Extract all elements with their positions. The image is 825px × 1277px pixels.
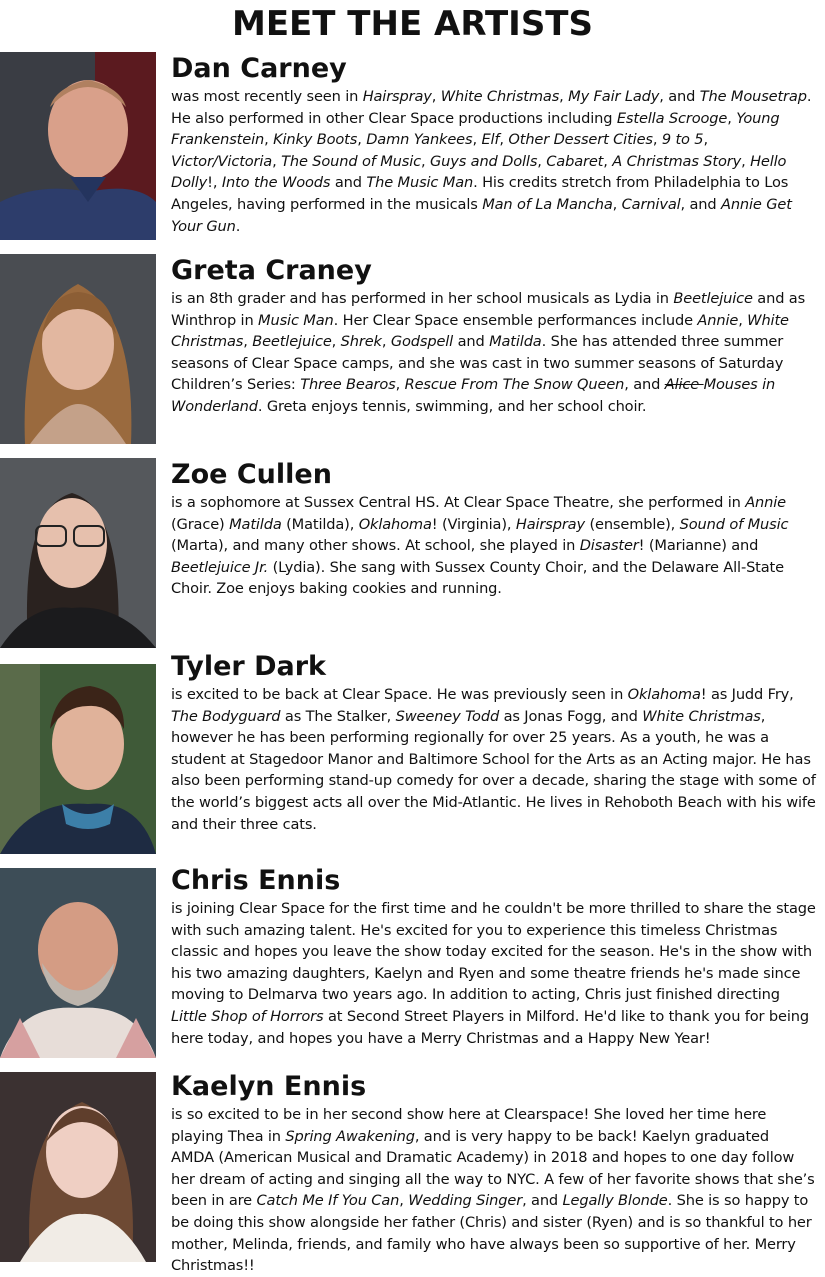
artist-photo bbox=[0, 458, 156, 648]
show-title: Man of La Mancha bbox=[482, 195, 613, 213]
bio-text: , bbox=[399, 1192, 409, 1210]
artist-bio bbox=[171, 492, 816, 600]
bio-text: , bbox=[499, 131, 509, 149]
bio-text: , bbox=[395, 376, 405, 394]
show-title: The Mousetrap bbox=[699, 88, 807, 105]
show-title: Legally Blonde bbox=[562, 1192, 668, 1210]
bio-text: !, bbox=[207, 174, 222, 192]
artist-bio bbox=[171, 898, 816, 1049]
artist-entry-chris-ennis bbox=[0, 864, 825, 1069]
show-title: Matilda bbox=[489, 333, 542, 351]
show-title: Into the Woods bbox=[221, 174, 331, 192]
bio-text: , bbox=[603, 152, 613, 170]
bio-text: . Greta enjoys tennis, swimming, and her school choir. bbox=[257, 397, 647, 415]
show-title: Carnival bbox=[621, 195, 681, 213]
bio-text: . She is so happy to be doing this show alongside her father (Chris) and sister (Ryen) and is so thankful to her mother, Melinda, friends, and family who have always been so supportive of her. Merry Christmas!! bbox=[171, 1192, 812, 1275]
show-title: Catch Me If You Can bbox=[256, 1192, 400, 1210]
bio-text: , bbox=[272, 152, 282, 170]
bio-text: as The Stalker, bbox=[280, 707, 396, 725]
bio-text: , and bbox=[680, 195, 721, 213]
show-title: Little Shop of Horrors bbox=[171, 1007, 324, 1025]
bio-text: (Grace) bbox=[171, 515, 230, 533]
show-title: Oklahoma bbox=[627, 686, 701, 703]
bio-text: ! (Marianne) and bbox=[638, 537, 759, 555]
bio-text: and bbox=[453, 333, 490, 351]
bio-text: , bbox=[357, 131, 367, 149]
show-title: Spring Awakening bbox=[285, 1127, 415, 1145]
page-title: MEET THE ARTISTS bbox=[231, 4, 593, 44]
artist-text bbox=[171, 650, 816, 835]
artist-photo bbox=[0, 868, 156, 1058]
bio-text: (Marta), and many other shows. At school, she played in bbox=[171, 537, 580, 555]
show-title: The Sound of Music bbox=[281, 152, 421, 170]
bio-text: , bbox=[537, 152, 547, 170]
bio-text: . bbox=[235, 217, 241, 235]
bio-text: at Second Street Players in Milford. He'd like to thank you for being here today, and hopes you have a Merry Christmas and a Happy New Year! bbox=[171, 1007, 809, 1047]
artist-entry-zoe-cullen bbox=[0, 458, 825, 648]
show-title: Damn Yankees bbox=[366, 131, 473, 149]
artist-name: Dan Carney bbox=[171, 53, 347, 84]
bio-text: is an 8th grader and has performed in her school musicals as Lydia in bbox=[171, 290, 674, 307]
show-title: Wedding Singer bbox=[408, 1192, 523, 1210]
show-title: A Christmas Story bbox=[612, 152, 742, 170]
bio-text: , bbox=[741, 152, 751, 170]
show-title: Elf bbox=[481, 131, 500, 149]
artist-text bbox=[171, 52, 816, 237]
show-title: Hairspray bbox=[362, 88, 432, 105]
bio-text: , bbox=[727, 109, 737, 127]
artist-name: Zoe Cullen bbox=[171, 459, 332, 490]
show-title: Oklahoma bbox=[358, 515, 432, 533]
show-title: The Music Man bbox=[366, 174, 474, 192]
show-title: Shrek bbox=[340, 333, 382, 351]
artist-entry-dan-carney bbox=[0, 52, 825, 242]
bio-text: is a sophomore at Sussex Central HS. At Clear Space Theatre, she performed in bbox=[171, 494, 746, 511]
show-title: Annie bbox=[697, 311, 739, 329]
artist-bio bbox=[171, 1104, 816, 1277]
show-title: Sweeney Todd bbox=[395, 707, 500, 725]
show-title: White Christmas bbox=[171, 311, 789, 351]
bio-text: , bbox=[264, 131, 274, 149]
artist-photo bbox=[0, 52, 156, 240]
show-title: Annie bbox=[745, 494, 786, 511]
show-title: Estella Scrooge bbox=[616, 109, 728, 127]
show-title: White Christmas bbox=[642, 707, 761, 725]
bio-text: , bbox=[381, 333, 391, 351]
show-title: Guys and Dolls bbox=[429, 152, 538, 170]
show-title: Other Dessert Cities bbox=[508, 131, 653, 149]
artist-bio bbox=[171, 86, 816, 237]
bio-text: , bbox=[472, 131, 482, 149]
artist-text bbox=[171, 1070, 816, 1277]
bio-text: and bbox=[330, 174, 367, 192]
artist-entry-tyler-dark bbox=[0, 650, 825, 855]
bio-text: (Lydia). She sang with Sussex County Choir, and the Delaware All-State Choir. Zoe enjoys baking cookies and running. bbox=[171, 558, 784, 598]
artist-bio bbox=[171, 684, 816, 835]
artist-text bbox=[171, 458, 816, 600]
bio-text: , however he has been performing regionally for over 25 years. As a youth, he was a student at Stagedoor Manor and Baltimore School for the Arts as an Acting major. He has also been performing stand-up comedy for over a decade, sharing the stage with some of the world’s biggest acts all over the Mid-Atlantic. He lives in Rehoboth Beach with his wife and their three cats. bbox=[171, 707, 816, 833]
bio-text: is so excited to be in her second show here at Clearspace! She loved her time here playing Thea in bbox=[171, 1106, 767, 1145]
bio-text: ! as Judd Fry, bbox=[700, 686, 794, 703]
show-title: Kinky Boots bbox=[273, 131, 358, 149]
artist-name: Kaelyn Ennis bbox=[171, 1071, 367, 1102]
show-title: Matilda bbox=[229, 515, 282, 533]
show-title: White Christmas bbox=[440, 88, 560, 105]
artist-photo bbox=[0, 664, 156, 854]
bio-text: , bbox=[703, 131, 708, 149]
show-title: Hello Dolly bbox=[171, 152, 787, 192]
show-title: Hairspray bbox=[515, 515, 585, 533]
bio-text: , and bbox=[624, 376, 665, 394]
bio-text: and as Winthrop in bbox=[171, 290, 806, 329]
show-title: Annie Get Your Gun bbox=[171, 195, 792, 235]
bio-text: . She has attended three summer seasons of Clear Space camps, and she was cast in two summer seasons of Saturday Children’s Series: bbox=[171, 333, 784, 394]
artist-name: Chris Ennis bbox=[171, 865, 341, 896]
bio-text: . Her Clear Space ensemble performances include bbox=[333, 311, 698, 329]
show-title: Beetlejuice Jr. bbox=[171, 558, 269, 576]
struck-text: Alice bbox=[664, 376, 704, 394]
artist-name: Tyler Dark bbox=[171, 651, 326, 682]
show-title: 9 to 5 bbox=[661, 131, 704, 149]
show-title: Victor/Victoria bbox=[171, 152, 273, 170]
show-title: Music Man bbox=[258, 311, 334, 329]
artist-entry-kaelyn-ennis bbox=[0, 1070, 825, 1275]
bio-text: , bbox=[331, 333, 341, 351]
bio-text: (Matilda), bbox=[281, 515, 359, 533]
artist-photo bbox=[0, 254, 156, 444]
show-title: Mouses in Wonderland bbox=[171, 376, 776, 415]
bio-text: is joining Clear Space for the first time and he couldn't be more thrilled to share the stage with such amazing talent. He's excited for you to experience this timeless Christmas classic and hopes you leave the show today excited for the season. He's in the show with his two amazing daughters, Kaelyn and Ryen and some theatre friends he's made since moving to Delmarva two years ago. In addition to acting, Chris just finished directing bbox=[171, 900, 816, 1004]
bio-text: , bbox=[431, 88, 441, 105]
show-title: My Fair Lady bbox=[568, 88, 660, 105]
bio-text: is excited to be back at Clear Space. He was previously seen in bbox=[171, 686, 628, 703]
artist-entry-greta-craney bbox=[0, 254, 825, 444]
bio-text: , and bbox=[522, 1192, 563, 1210]
show-title: Sound of Music bbox=[679, 515, 789, 533]
show-title: The Bodyguard bbox=[171, 707, 281, 725]
bio-text: , bbox=[738, 311, 748, 329]
bio-text: , and bbox=[659, 88, 700, 105]
show-title: Beetlejuice bbox=[673, 290, 753, 307]
artist-bio bbox=[171, 288, 816, 418]
bio-text: , bbox=[612, 195, 622, 213]
show-title: Cabaret bbox=[546, 152, 604, 170]
show-title: Young Frankenstein bbox=[171, 109, 780, 149]
bio-text: , bbox=[652, 131, 662, 149]
bio-text: was most recently seen in bbox=[171, 88, 363, 105]
show-title: Three Bearos bbox=[300, 376, 396, 394]
bio-text: . He also performed in other Clear Space productions including bbox=[171, 88, 812, 127]
bio-text: as Jonas Fogg, and bbox=[499, 707, 643, 725]
show-title: Beetlejuice bbox=[252, 333, 332, 351]
show-title: Disaster bbox=[579, 537, 639, 555]
artist-text bbox=[171, 864, 816, 1049]
bio-text: . His credits stretch from Philadelphia to Los Angeles, having performed in the musicals bbox=[171, 174, 789, 213]
bio-text: , bbox=[559, 88, 569, 105]
bio-text: , bbox=[420, 152, 430, 170]
artist-name: Greta Craney bbox=[171, 255, 372, 286]
artist-text bbox=[171, 254, 816, 418]
bio-text: (ensemble), bbox=[584, 515, 680, 533]
show-title: Godspell bbox=[390, 333, 454, 351]
bio-text: , and is very happy to be back! Kaelyn graduated AMDA (American Musical and Dramatic Academy) in 2018 and hopes to one day follow her dream of acting and singing all the way to NYC. A few of her favorite shows that she’s been in are bbox=[171, 1127, 815, 1210]
bio-text: , bbox=[243, 333, 253, 351]
artist-photo bbox=[0, 1072, 156, 1262]
show-title: Rescue From The Snow Queen bbox=[404, 376, 625, 394]
bio-text: ! (Virginia), bbox=[431, 515, 516, 533]
